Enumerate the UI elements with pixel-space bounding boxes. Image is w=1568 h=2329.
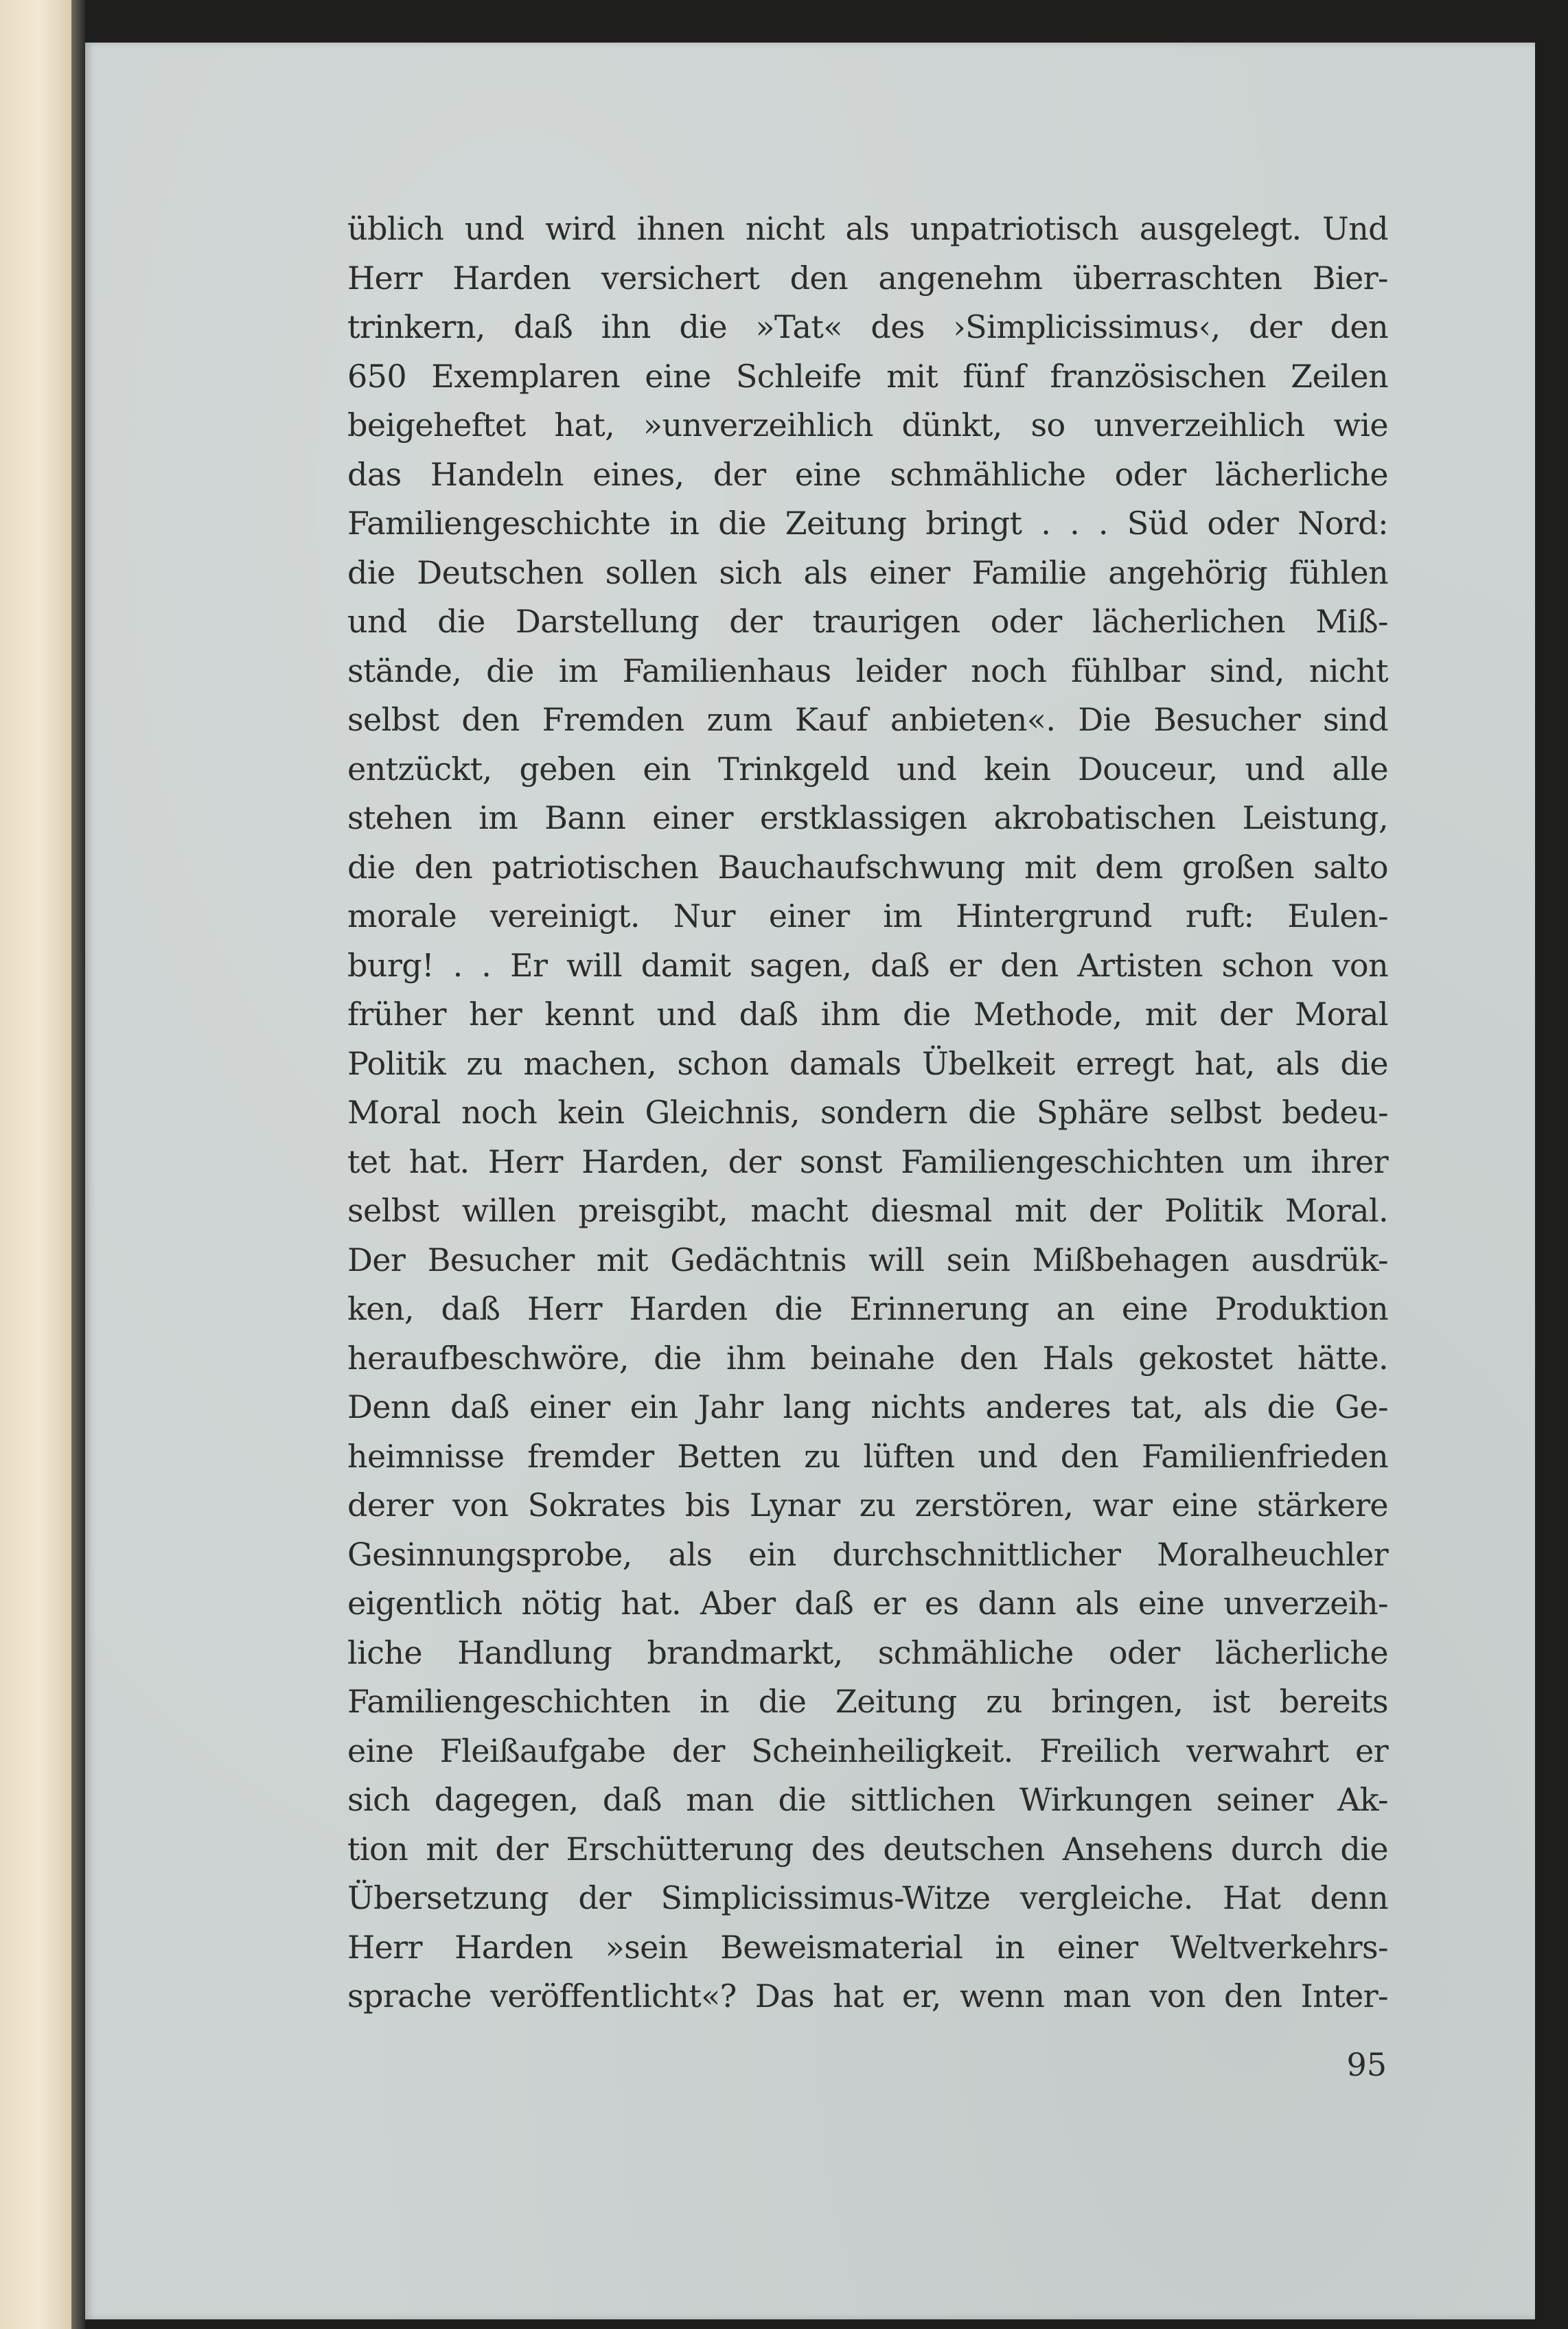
text-line: 650 Exemplaren eine Schleife mit fünf französischen Zeilen xyxy=(347,357,1388,395)
text-line: früher her kennt und daß ihm die Methode, mit der Moral xyxy=(347,996,1388,1033)
text-line: selbst den Fremden zum Kauf anbieten«. Die Besucher sind xyxy=(347,701,1388,738)
text-line: sprache veröffentlicht«? Das hat er, wenn man von den Inter- xyxy=(347,1977,1388,2015)
text-line: eigentlich nötig hat. Aber daß er es dann als eine unverzeih- xyxy=(347,1585,1388,1622)
text-line: stände, die im Familienhaus leider noch fühlbar sind, nicht xyxy=(347,652,1388,689)
text-line: derer von Sokrates bis Lynar zu zerstören, war eine stärkere xyxy=(347,1487,1388,1524)
book-page xyxy=(85,43,1535,2319)
text-line: Denn daß einer ein Jahr lang nichts anderes tat, als die Ge- xyxy=(347,1388,1388,1425)
text-line: tion mit der Erschütterung des deutschen Ansehens durch die xyxy=(347,1830,1388,1868)
text-line: Gesinnungsprobe, als ein durchschnittlicher Moralheuchler xyxy=(347,1535,1388,1573)
text-line: tet hat. Herr Harden, der sonst Familiengeschichten um ihrer xyxy=(347,1143,1388,1180)
text-line: morale vereinigt. Nur einer im Hintergrund ruft: Eulen- xyxy=(347,897,1388,934)
text-line: heraufbeschwöre, die ihm beinahe den Hals gekostet hätte. xyxy=(347,1339,1388,1377)
text-line: stehen im Bann einer erstklassigen akrobatischen Leistung, xyxy=(347,799,1388,836)
page-number: 95 xyxy=(1346,2046,1387,2083)
text-line: das Handeln eines, der eine schmähliche oder lächerliche xyxy=(347,455,1388,493)
text-line: ken, daß Herr Harden die Erinnerung an eine Produktion xyxy=(347,1290,1388,1327)
text-line: die Deutschen sollen sich als einer Familie angehörig fühlen xyxy=(347,553,1388,591)
text-line: liche Handlung brandmarkt, schmähliche oder lächerliche xyxy=(347,1633,1388,1671)
text-line: entzückt, geben ein Trinkgeld und kein Douceur, und alle xyxy=(347,750,1388,788)
text-line: eine Fleißaufgabe der Scheinheiligkeit. Freilich verwahrt er xyxy=(347,1732,1388,1769)
text-line: Herr Harden versichert den angenehm überraschten Bier- xyxy=(347,259,1388,297)
text-line: sich dagegen, daß man die sittlichen Wirkungen seiner Ak- xyxy=(347,1781,1388,1818)
text-line: Übersetzung der Simplicissimus-Witze vergleiche. Hat denn xyxy=(347,1879,1388,1916)
text-line: und die Darstellung der traurigen oder lächerlichen Miß- xyxy=(347,603,1388,640)
text-line: heimnisse fremder Betten zu lüften und den Familienfrieden xyxy=(347,1437,1388,1475)
body-text xyxy=(347,205,1388,2021)
text-line: Familiengeschichte in die Zeitung bringt . . . Süd oder Nord: xyxy=(347,505,1388,542)
text-line: üblich und wird ihnen nicht als unpatriotisch ausgelegt. Und xyxy=(347,210,1388,247)
text-line: Moral noch kein Gleichnis, sondern die Sphäre selbst bedeu- xyxy=(347,1094,1388,1131)
book-gutter xyxy=(71,0,85,2329)
text-line: selbst willen preisgibt, macht diesmal mit der Politik Moral. xyxy=(347,1192,1388,1229)
text-line: burg! . . Er will damit sagen, daß er den Artisten schon von xyxy=(347,946,1388,984)
left-page-edge xyxy=(0,0,71,2329)
text-line: Herr Harden »sein Beweismaterial in einer Weltverkehrs- xyxy=(347,1928,1388,1966)
text-line: Politik zu machen, schon damals Übelkeit erregt hat, als die xyxy=(347,1044,1388,1082)
text-line: trinkern, daß ihn die »Tat« des ›Simplicissimus‹, der den xyxy=(347,308,1388,345)
text-line: die den patriotischen Bauchaufschwung mit dem großen salto xyxy=(347,848,1388,886)
text-line: Familiengeschichten in die Zeitung zu bringen, ist bereits xyxy=(347,1683,1388,1720)
text-line: beigeheftet hat, »unverzeihlich dünkt, so unverzeihlich wie xyxy=(347,406,1388,444)
text-line: Der Besucher mit Gedächtnis will sein Mißbehagen ausdrük- xyxy=(347,1241,1388,1278)
